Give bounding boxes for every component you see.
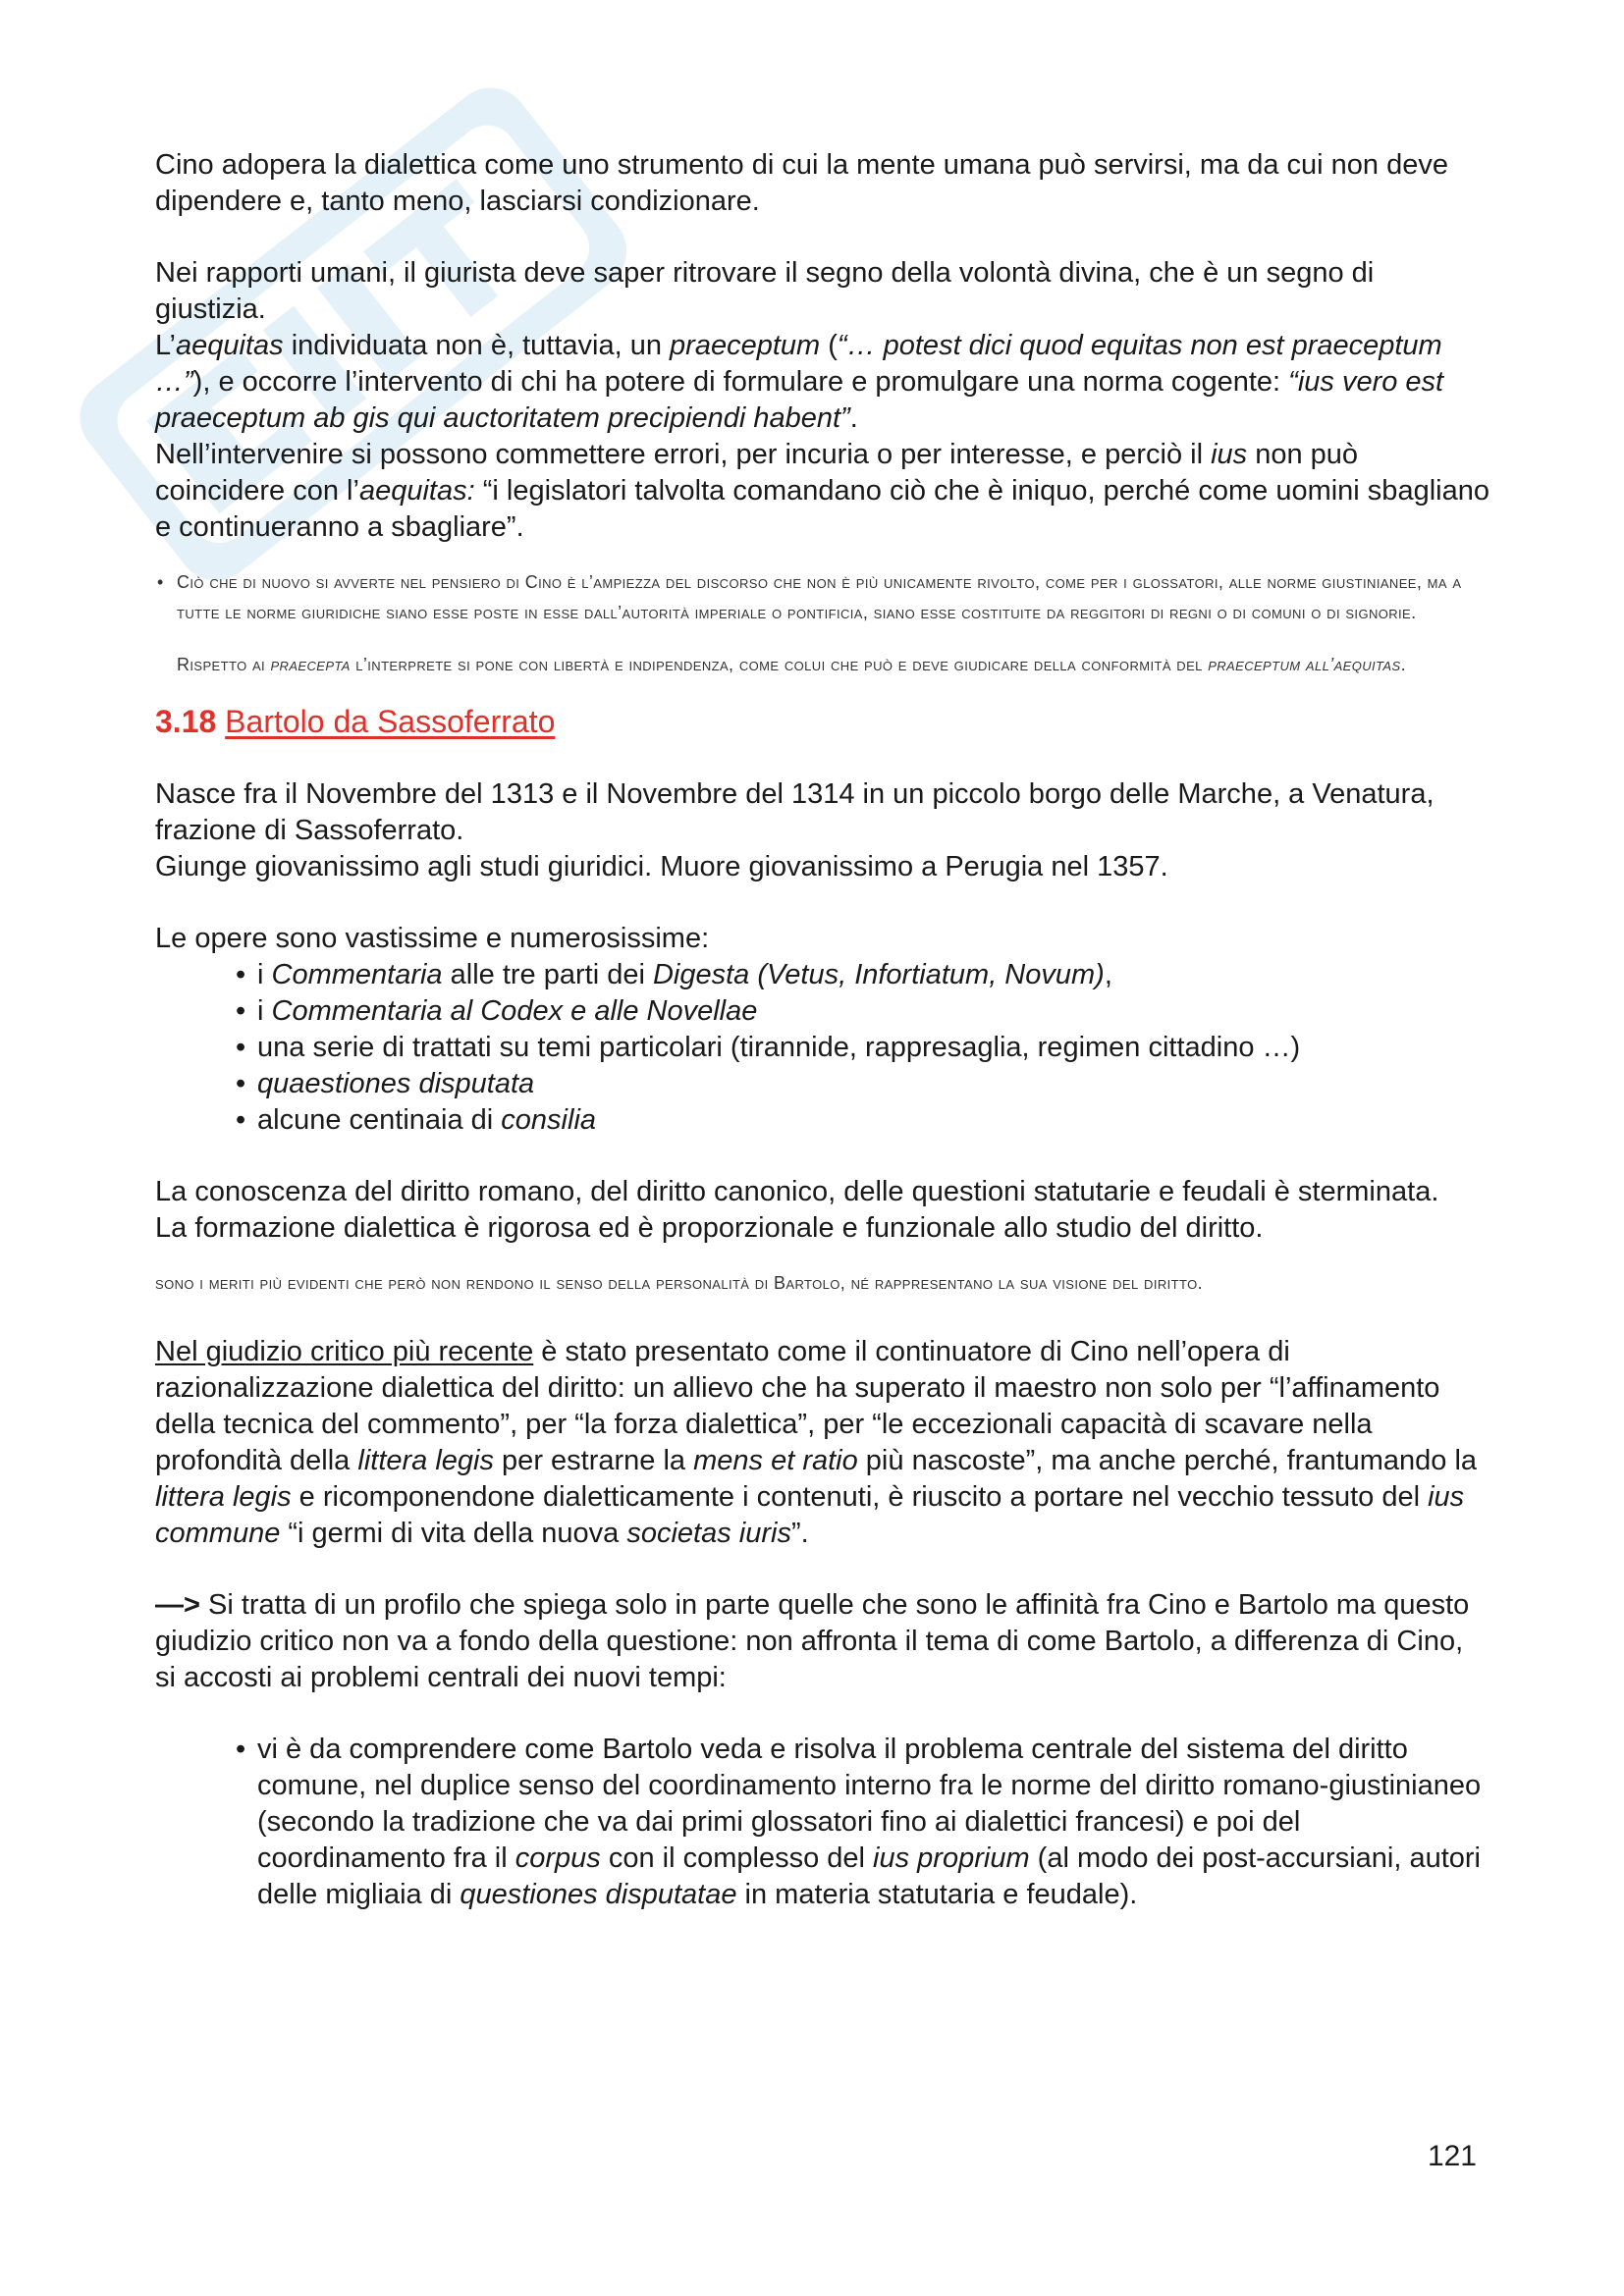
paragraph-giudizio-critico: Nel giudizio critico più recente è stato presentato come il continuatore di Cino nell’opera di razionalizzazione dialettica del diritto: un allievo che ha superato il maestro non solo per “l’affinamento della tecnica del commento”, per “la forza dialettica”, per “le eccezionali capacità di scavare nella profondità della littera legis per estrarne la mens et ratio più nascoste”, ma anche perché, frantumando la littera legis e ricomponendone dialetticamente i contenuti, è riuscito a portare nel vecchio tessuto del ius commune “i germi di vita della nuova societas iuris”.: [155, 1336, 1478, 1549]
page-content: [155, 147, 1490, 1913]
paragraph-conoscenza: La conoscenza del diritto romano, del diritto canonico, delle questioni statutarie e feudali è sterminata.: [155, 1176, 1439, 1207]
section-number: 3.18: [155, 704, 217, 739]
section-heading: [155, 702, 1490, 741]
page-number: 121: [1427, 2140, 1477, 2172]
list-item: • una serie di trattati su temi particolari (tirannide, rappresaglia, regimen cittadino …): [234, 1030, 1490, 1066]
problems-list: [155, 1732, 1490, 1913]
arrow-icon: —>: [155, 1589, 200, 1621]
list-item: • i Commentaria alle tre parti dei Digesta (Vetus, Infortiatum, Novum),: [234, 957, 1490, 993]
paragraph-profilo: —> Si tratta di un profilo che spiega solo in parte quelle che sono le affinità fra Cino e Bartolo ma questo giudizio critico non va a fondo della questione: non affronta il tema di come Bartolo, a differenza di Cino, si accosti ai problemi centrali dei nuovi tempi:: [155, 1589, 1470, 1693]
paragraph-aequitas: L’aequitas individuata non è, tuttavia, un praeceptum (“… potest dici quod equitas non est praeceptum …”), e occorre l’intervento di chi ha potere di formulare e promulgare una norma cogente: “ius vero est praeceptum ab gis qui auctoritatem precipiendi habent”.: [155, 330, 1444, 434]
list-item: • vi è da comprendere come Bartolo veda e risolva il problema centrale del sistema del diritto comune, nel duplice senso del coordinamento interno fra le norme del diritto romano-giustinianeo (secondo la tradizione che va dai primi glossatori fino ai dialettici francesi) e poi del coordinamento fra il corpus con il complesso del ius proprium (al modo dei post-accursiani, autori delle migliaia di questiones disputatae in materia statutaria e feudale).: [234, 1732, 1490, 1913]
list-item: • alcune centinaia di consilia: [234, 1102, 1490, 1139]
paragraph-errori: Nell’intervenire si possono commettere errori, per incuria o per interesse, e perciò il ius non può coincidere con l’aequitas: “i legislatori talvolta comandano ciò che è iniquo, perché come uomini sbagliano e continueranno a sbagliare”.: [155, 439, 1489, 543]
paragraph-nascita: Nasce fra il Novembre del 1313 e il Novembre del 1314 in un piccolo borgo delle Marche, a Venatura, frazione di Sassoferrato.: [155, 778, 1435, 846]
paragraph-opere: Le opere sono vastissime e numerosissime:: [155, 923, 710, 954]
note-praecepta: Rispetto ai praecepta l’interprete si pone con libertà e indipendenza, come colui che può e deve giudicare della conformità del praeceptum all’aequitas.: [177, 655, 1406, 674]
note-ampiezza-discorso: • Ciò che di nuovo si avverte nel pensiero di Cino è l’ampiezza del discorso che non è più unicamente rivolto, come per i glossatori, alle norme giustinianee, ma a tutte le norme giuridiche siano esse poste in esse dall’autorità imperiale o pontificia, siano esse costituite da reggitori di regni o di comuni o di signorie.: [155, 567, 1490, 628]
section-title-link[interactable]: Bartolo da Sassoferrato: [225, 704, 556, 739]
paragraph-formazione: La formazione dialettica è rigorosa ed è proporzionale e funzionale allo studio del diritto.: [155, 1212, 1264, 1244]
list-item: • i Commentaria al Codex e alle Novellae: [234, 993, 1490, 1030]
paragraph-volonta-divina: Nei rapporti umani, il giurista deve saper ritrovare il segno della volontà divina, che è un segno di giustizia.: [155, 257, 1375, 325]
note-meriti: sono i meriti più evidenti che però non rendono il senso della personalità di Bartolo, né rappresentano la sua visione del diritto.: [155, 1273, 1203, 1293]
paragraph-dialettica: Cino adopera la dialettica come uno strumento di cui la mente umana può servirsi, ma da cui non deve dipendere e, tanto meno, lasciarsi condizionare.: [155, 149, 1449, 217]
works-list: [155, 957, 1490, 1139]
paragraph-studi: Giunge giovanissimo agli studi giuridici. Muore giovanissimo a Perugia nel 1357.: [155, 851, 1168, 882]
list-item: • quaestiones disputata: [234, 1066, 1490, 1102]
